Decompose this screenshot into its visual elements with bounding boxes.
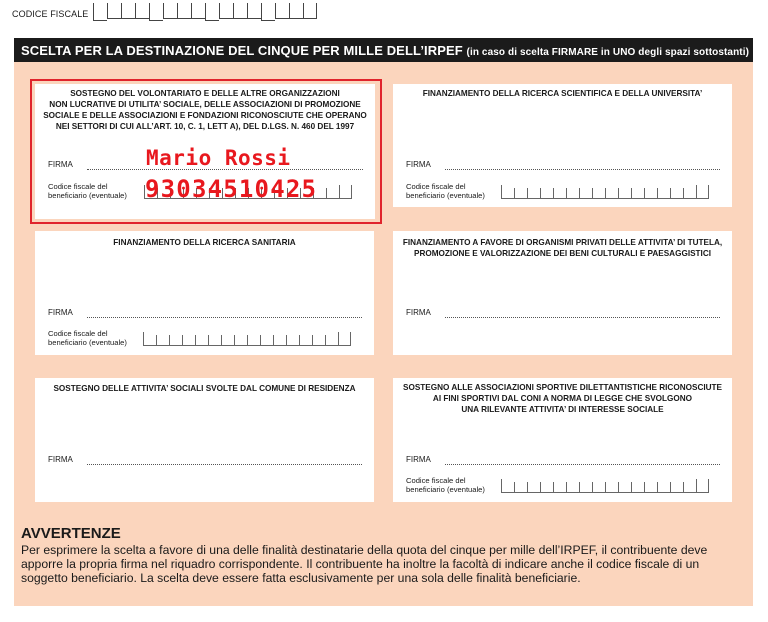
- codice-fiscale-label: CODICE FISCALE: [12, 9, 89, 19]
- box-attivita-sociali-comune: [35, 378, 374, 502]
- cf-cell: [303, 3, 317, 19]
- cf-cell: [657, 188, 670, 199]
- cf-cell: [592, 482, 605, 493]
- cf-cell: [312, 335, 325, 346]
- cf-cell: [156, 335, 169, 346]
- cf-cell: [514, 188, 527, 199]
- box-ricerca-scientifica: [393, 84, 732, 207]
- cf-cell: [273, 335, 286, 346]
- cf-beneficiario-label: Codice fiscale del beneficiario (eventuale): [48, 182, 127, 200]
- cf-cell: [618, 482, 631, 493]
- cf-cell: [644, 188, 657, 199]
- cf-cell: [540, 482, 553, 493]
- firma-label: FIRMA: [406, 160, 431, 169]
- cf-cell: [286, 335, 299, 346]
- firma-field[interactable]: [445, 317, 720, 318]
- section-subtitle: (in caso di scelta FIRMARE in UNO degli spazi sottostanti): [466, 47, 750, 58]
- firma-field[interactable]: [87, 317, 362, 318]
- cf-beneficiario-label: Codice fiscale del beneficiario (eventuale): [406, 182, 485, 200]
- cf-cell: [247, 3, 261, 19]
- signature-text: Mario Rossi: [146, 146, 291, 170]
- cf-cell: [261, 3, 275, 21]
- cf-beneficiario-input[interactable]: [501, 479, 709, 493]
- section-title: SCELTA PER LA DESTINAZIONE DEL CINQUE PER MILLE DELL’IRPEF: [21, 43, 463, 58]
- box-title: FINANZIAMENTO DELLA RICERCA SANITARIA: [113, 238, 296, 247]
- firma-field[interactable]: [445, 169, 720, 170]
- filled-codice-fiscale: 93034510425: [145, 175, 318, 203]
- cf-cell: [260, 335, 273, 346]
- firma-label: FIRMA: [48, 455, 73, 464]
- box-title: FINANZIAMENTO A FAVORE DI ORGANISMI PRIVATI DELLE ATTIVITA’ DI TUTELA, PROMOZIONE E VALORIZZAZIONE DEI BENI CULTURALI E PAESAGGISTICI: [402, 238, 723, 258]
- cf-cell: [644, 482, 657, 493]
- cf-cell: [605, 188, 618, 199]
- avvertenze-title: AVVERTENZE: [21, 525, 121, 542]
- cf-cell: [208, 335, 221, 346]
- cf-cell: [566, 188, 579, 199]
- cf-cell: [683, 482, 696, 493]
- section-header: [14, 38, 753, 62]
- cf-cell: [135, 3, 149, 19]
- cf-cell: [696, 185, 709, 199]
- cf-cell: [540, 188, 553, 199]
- cf-cell: [143, 332, 156, 346]
- box-title: SOSTEGNO ALLE ASSOCIAZIONI SPORTIVE DILETTANTISTICHE RICONOSCIUTE AI FINI SPORTIVI DAL CONI A NORMA DI LEGGE CHE SVOLGONO UNA RILEVANTE ATTIVITA’ DI INTERESSE SOCIALE: [402, 383, 723, 414]
- cf-cell: [670, 482, 683, 493]
- cf-cell: [325, 335, 338, 346]
- cf-cell: [631, 188, 644, 199]
- codice-fiscale-input[interactable]: [93, 3, 317, 21]
- cf-beneficiario-input[interactable]: [501, 185, 709, 199]
- cf-cell: [191, 3, 205, 19]
- cf-cell: [338, 332, 351, 346]
- cf-cell: [275, 3, 289, 19]
- cf-cell: [618, 188, 631, 199]
- cf-cell: [631, 482, 644, 493]
- box-title: SOSTEGNO DEL VOLONTARIATO E DELLE ALTRE ORGANIZZAZIONI NON LUCRATIVE DI UTILITA’ SOCIALE, DELLE ASSOCIAZIONI DI PROMOZIONE SOCIALE E DELLE ASSOCIAZIONI E FONDAZIONI RICONOSCIUTE CHE OPERANO NEI SETTORI DI CUI ALL’ART. 10, C. 1, LETT A), DEL D.LGS. N. 460 DEL 1997: [43, 89, 367, 131]
- box-beni-culturali: [393, 231, 732, 355]
- firma-label: FIRMA: [48, 308, 73, 317]
- cf-cell: [107, 3, 121, 19]
- firma-field[interactable]: [87, 464, 362, 465]
- cf-cell: [233, 3, 247, 19]
- cf-cell: [527, 482, 540, 493]
- box-ricerca-sanitaria: [35, 231, 374, 355]
- cf-beneficiario-label: Codice fiscale del beneficiario (eventuale): [406, 476, 485, 494]
- box-associazioni-sportive: [393, 378, 732, 502]
- cf-cell: [299, 335, 312, 346]
- firma-label: FIRMA: [48, 160, 73, 169]
- cf-cell: [683, 188, 696, 199]
- firma-label: FIRMA: [406, 455, 431, 464]
- cf-cell: [579, 188, 592, 199]
- cf-cell: [553, 188, 566, 199]
- cf-cell: [657, 482, 670, 493]
- cf-beneficiario-label: Codice fiscale del beneficiario (eventuale): [48, 329, 127, 347]
- cf-cell: [566, 482, 579, 493]
- cf-cell: [177, 3, 191, 19]
- cf-cell: [670, 188, 683, 199]
- cf-cell: [219, 3, 233, 19]
- cf-cell: [696, 479, 709, 493]
- cf-cell: [205, 3, 219, 21]
- cf-cell: [579, 482, 592, 493]
- cf-cell: [553, 482, 566, 493]
- cf-cell: [93, 3, 107, 21]
- cf-cell: [289, 3, 303, 19]
- cf-cell: [169, 335, 182, 346]
- box-title: FINANZIAMENTO DELLA RICERCA SCIENTIFICA E DELLA UNIVERSITA’: [422, 89, 703, 98]
- cf-cell: [234, 335, 247, 346]
- cf-cell: [247, 335, 260, 346]
- cf-beneficiario-input[interactable]: [143, 332, 351, 346]
- avvertenze-text: Per esprimere la scelta a favore di una delle finalità destinatarie della quota del cinque per mille dell’IRPEF, il contribuente deve apporre la propria firma nel riquadro corrispondente. Il contribuente ha inoltre la facoltà di indicare anche il codice fiscale di un soggetto beneficiario. La scelta deve essere fatta esclusivamente per una sola delle finalità beneficiarie.: [21, 543, 708, 585]
- cf-cell: [501, 185, 514, 199]
- cf-cell: [221, 335, 234, 346]
- cf-cell: [149, 3, 163, 21]
- firma-field[interactable]: [445, 464, 720, 465]
- box-title: SOSTEGNO DELLE ATTIVITA’ SOCIALI SVOLTE DAL COMUNE DI RESIDENZA: [53, 384, 356, 393]
- firma-label: FIRMA: [406, 308, 431, 317]
- cf-cell: [163, 3, 177, 19]
- cf-cell: [182, 335, 195, 346]
- cf-cell: [121, 3, 135, 19]
- cf-cell: [592, 188, 605, 199]
- cf-cell: [527, 188, 540, 199]
- cf-cell: [605, 482, 618, 493]
- cf-cell: [514, 482, 527, 493]
- cf-cell: [501, 479, 514, 493]
- cf-cell: [195, 335, 208, 346]
